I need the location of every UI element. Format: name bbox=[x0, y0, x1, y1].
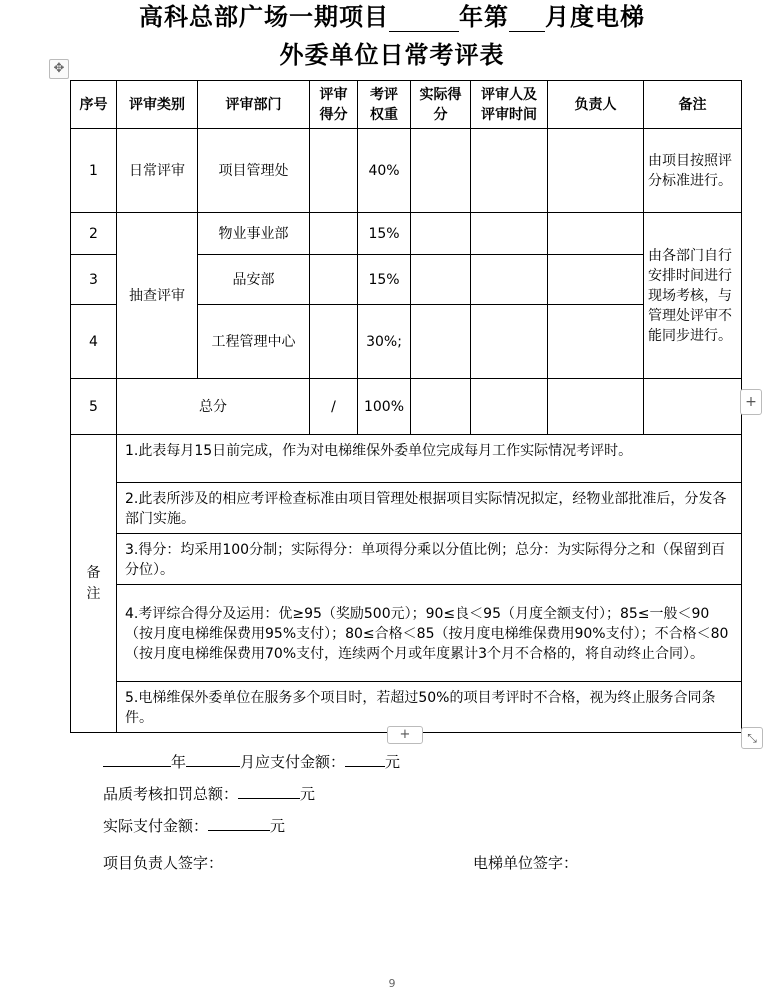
header-weight: 考评权重 bbox=[358, 81, 411, 129]
cell-owner[interactable] bbox=[548, 379, 644, 435]
header-actual: 实际得分 bbox=[411, 81, 471, 129]
note-row bbox=[71, 682, 742, 733]
cell-actual[interactable] bbox=[411, 305, 471, 379]
page-number: 9 bbox=[388, 977, 396, 990]
cell-total-weight[interactable]: 100% bbox=[358, 379, 411, 435]
cell-seq[interactable]: 2 bbox=[71, 213, 117, 255]
month-blank[interactable] bbox=[186, 750, 240, 767]
cell-dept[interactable]: 物业事业部 bbox=[198, 213, 310, 255]
header-dept: 评审部门 bbox=[198, 81, 310, 129]
notes-label[interactable] bbox=[71, 435, 117, 733]
deduction-label: 品质考核扣罚总额： bbox=[103, 785, 239, 803]
cell-owner[interactable] bbox=[548, 255, 644, 305]
cell-dept[interactable]: 工程管理中心 bbox=[198, 305, 310, 379]
note-3[interactable]: 3.得分：均采用100分制；实际得分：单项得分乘以分值比例；总分：为实际得分之和（保留到百分位）。 bbox=[117, 534, 742, 585]
table-row bbox=[71, 129, 742, 213]
elevator-sign-label: 电梯单位签字： bbox=[473, 854, 579, 872]
cell-reviewer[interactable] bbox=[471, 255, 548, 305]
cell-actual[interactable] bbox=[411, 255, 471, 305]
payable-line bbox=[103, 750, 400, 773]
header-category: 评审类别 bbox=[117, 81, 198, 129]
yuan-label: 元 bbox=[385, 753, 401, 771]
cell-actual[interactable] bbox=[411, 129, 471, 213]
cell-weight[interactable]: 40% bbox=[358, 129, 411, 213]
note-2[interactable]: 2.此表所涉及的相应考评检查标准由项目管理处根据项目实际情况拟定，经物业部批准后，分发各部门实施。 bbox=[117, 483, 742, 534]
cell-total-label[interactable]: 总分 bbox=[117, 379, 310, 435]
note-5[interactable]: 5.电梯维保外委单位在服务多个项目时，若超过50%的项目考评时不合格，视为终止服务合同条件。 bbox=[117, 682, 742, 733]
cell-category-spot[interactable]: 抽查评审 bbox=[117, 213, 198, 379]
cell-reviewer[interactable] bbox=[471, 213, 548, 255]
project-sign-label: 项目负责人签字： bbox=[103, 854, 224, 872]
cell-score[interactable] bbox=[310, 305, 358, 379]
add-column-button[interactable]: + bbox=[740, 389, 762, 415]
note-row bbox=[71, 534, 742, 585]
cell-score[interactable] bbox=[310, 129, 358, 213]
title-year-label: 年第 bbox=[459, 3, 509, 31]
table-resize-icon[interactable]: ⤡ bbox=[741, 727, 763, 749]
title-line-2: 外委单位日常考评表 bbox=[279, 41, 505, 69]
cell-dept[interactable]: 项目管理处 bbox=[198, 129, 310, 213]
cell-seq[interactable]: 1 bbox=[71, 129, 117, 213]
cell-seq[interactable]: 4 bbox=[71, 305, 117, 379]
cell-weight[interactable]: 15% bbox=[358, 213, 411, 255]
table-move-handle-icon[interactable]: ✥ bbox=[49, 59, 69, 79]
title-line-1 bbox=[0, 2, 784, 32]
cell-dept[interactable]: 品安部 bbox=[198, 255, 310, 305]
yuan-label: 元 bbox=[270, 817, 286, 835]
yuan-label: 元 bbox=[300, 785, 316, 803]
deduction-line bbox=[103, 782, 315, 805]
cell-reviewer[interactable] bbox=[471, 305, 548, 379]
deduction-amount-blank[interactable] bbox=[238, 782, 300, 799]
note-4[interactable]: 4.考评综合得分及运用：优≥95（奖励500元）；90≤良＜95（月度全额支付）；85≤一般＜90（按月度电梯维保费用95%支付）；80≤合格＜85（按月度电梯维保费用90%支付）；不合格＜80（按月度电梯维保费用70%支付，连续两个月或年度累计3个月不合格的，将自动终止合同）。 bbox=[117, 585, 742, 682]
note-row bbox=[71, 585, 742, 682]
cell-seq[interactable]: 3 bbox=[71, 255, 117, 305]
cell-remark[interactable] bbox=[644, 379, 742, 435]
cell-owner[interactable] bbox=[548, 129, 644, 213]
header-row bbox=[71, 81, 742, 129]
cell-score[interactable] bbox=[310, 213, 358, 255]
note-row bbox=[71, 435, 742, 483]
evaluation-table bbox=[70, 80, 742, 733]
note-row bbox=[71, 483, 742, 534]
header-reviewer: 评审人及评审时间 bbox=[471, 81, 548, 129]
header-remark: 备注 bbox=[644, 81, 742, 129]
table-row bbox=[71, 213, 742, 255]
month-payable-label: 月应支付金额： bbox=[240, 753, 346, 771]
cell-weight[interactable]: 15% bbox=[358, 255, 411, 305]
cell-owner[interactable] bbox=[548, 305, 644, 379]
year-suffix: 年 bbox=[171, 753, 187, 771]
cell-actual[interactable] bbox=[411, 379, 471, 435]
title-month-blank bbox=[509, 9, 545, 32]
actual-paid-label: 实际支付金额： bbox=[103, 817, 209, 835]
title-month-label: 月度电梯 bbox=[545, 3, 645, 31]
note-1[interactable]: 1.此表每月15日前完成，作为对电梯维保外委单位完成每月工作实际情况考评时。 bbox=[117, 435, 742, 483]
notes-label-text: 备注 bbox=[86, 564, 101, 602]
header-seq: 序号 bbox=[71, 81, 117, 129]
total-row bbox=[71, 379, 742, 435]
actual-paid-amount-blank[interactable] bbox=[208, 814, 270, 831]
header-score: 评审得分 bbox=[310, 81, 358, 129]
cell-seq[interactable]: 5 bbox=[71, 379, 117, 435]
year-blank[interactable] bbox=[103, 750, 171, 767]
payable-amount-blank[interactable] bbox=[345, 750, 385, 767]
cell-remark-spot[interactable]: 由各部门自行安排时间进行现场考核，与管理处评审不能同步进行。 bbox=[644, 213, 742, 379]
cell-category[interactable]: 日常评审 bbox=[117, 129, 198, 213]
cell-actual[interactable] bbox=[411, 213, 471, 255]
add-row-button[interactable]: + bbox=[387, 726, 423, 744]
cell-reviewer[interactable] bbox=[471, 379, 548, 435]
header-owner: 负责人 bbox=[548, 81, 644, 129]
cell-total-score[interactable]: / bbox=[310, 379, 358, 435]
cell-owner[interactable] bbox=[548, 213, 644, 255]
actual-paid-line bbox=[103, 814, 285, 837]
cell-reviewer[interactable] bbox=[471, 129, 548, 213]
title-year-blank bbox=[389, 9, 459, 32]
cell-remark[interactable]: 由项目按照评分标准进行。 bbox=[644, 129, 742, 213]
cell-weight[interactable]: 30%; bbox=[358, 305, 411, 379]
title-project: 高科总部广场一期项目 bbox=[139, 3, 389, 31]
cell-score[interactable] bbox=[310, 255, 358, 305]
